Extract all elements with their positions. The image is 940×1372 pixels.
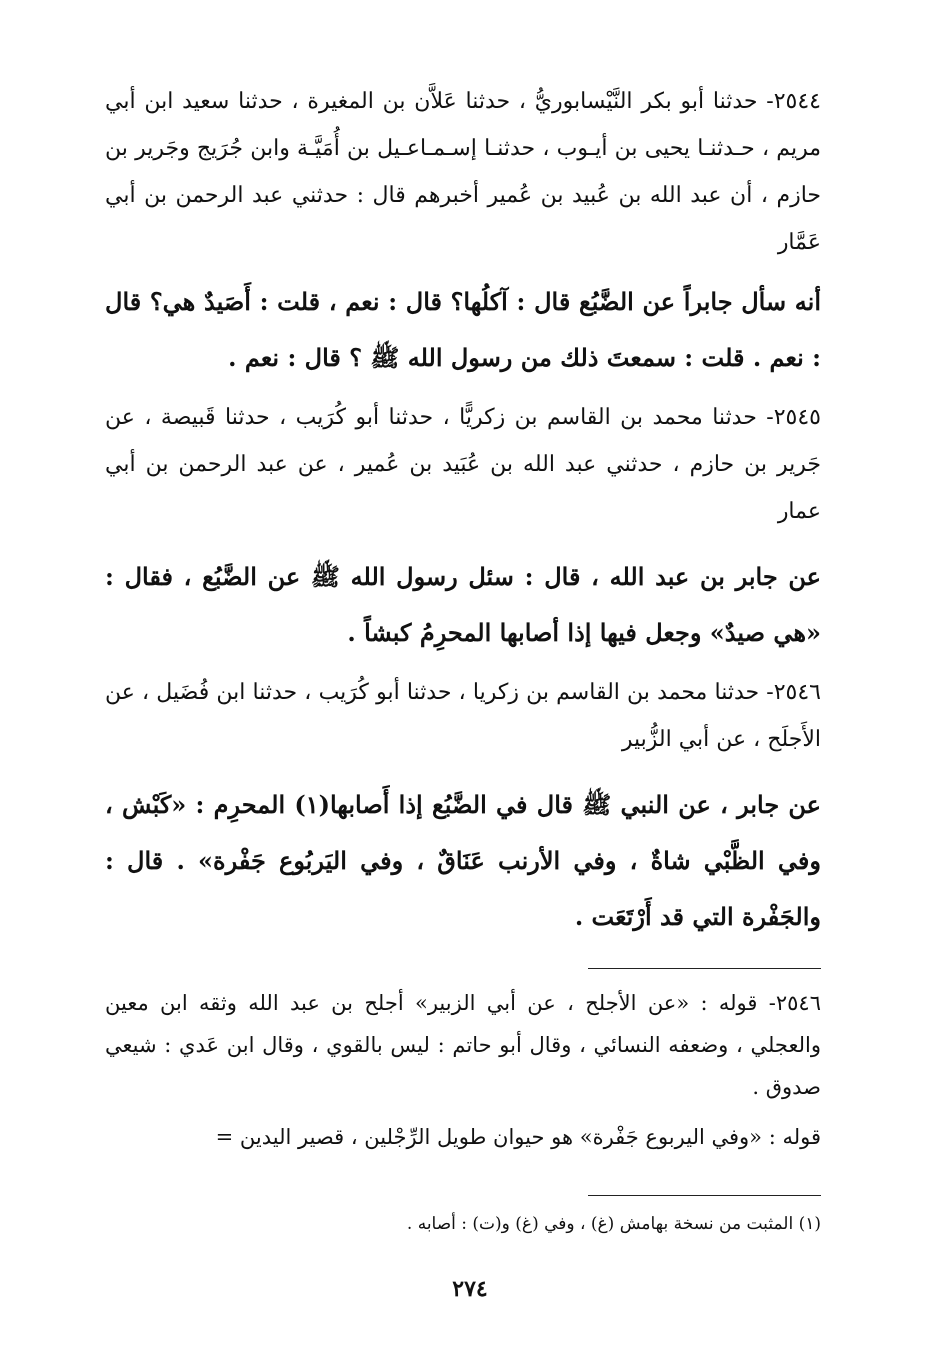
commentary-divider xyxy=(588,968,821,969)
footnote-divider xyxy=(588,1195,821,1196)
commentary-section xyxy=(105,982,821,1158)
page-number: ٢٧٤ xyxy=(452,1276,488,1302)
hadith-2545-isnad: ٢٥٤٥- حدثنا محمد بن القاسم بن زكريًّا ، حدثنا أبو كُرَيب ، حدثنا قَبيصة ، عن جَرير بن حازم ، حدثني عبد الله بن عُبَيد بن عُمير ، عن عبد الرحمن بن أبي عمار xyxy=(105,405,821,524)
footnote: (١) المثبت من نسخة بهامش (غ) ، وفي (غ) و(ت) : أصابه . xyxy=(406,1214,821,1234)
hadith-2544-matn: أنه سأل جابراً عن الضَّبُع قال : آكلُها؟ قال : نعم ، قلت : أَصَيدٌ هي؟ قال : نعم . قلت : سمعتَ ذلك من رسول الله ﷺ ؟ قال : نعم . xyxy=(105,287,821,372)
commentary-yarbu: قوله : «وفي اليربوع جَفْرة» هو حيوان طويل الرِّجْلين ، قصير اليدين = xyxy=(215,1125,821,1149)
hadith-2546-matn: عن جابر ، عن النبي ﷺ قال في الضَّبُع إذا أَصابها(١) المحرِم : «كَبْش ، وفي الظَّبْي شاةٌ ، وفي الأرنب عَنَاقٌ ، وفي اليَربُوع جَفْرة» . قال : والجَفْرة التي قد أَرْتَعَت . xyxy=(105,790,821,931)
hadith-2546-isnad: ٢٥٤٦- حدثنا محمد بن القاسم بن زكريا ، حدثنا أبو كُرَيب ، حدثنا ابن فُضَيل ، عن الأَجلَح ، عن أبي الزُّبير xyxy=(105,680,821,752)
hadith-2544-isnad: ٢٥٤٤- حدثنا أبو بكر النَّيْسابوريُّ ، حدثنا عَلاَّن بن المغيرة ، حدثنا سعيد ابن أبي مريم ، حـدثنـا يحيى بن أيـوب ، حدثنـا إسـمـاعـيل بن أُمَيَّـة وابن جُرَيج وجَرير بن حازم ، أن عبد الله بن عُبيد بن عُمير أخبرهم قال : حدثني عبد الرحمن بن أبي عَمَّار xyxy=(105,89,821,255)
commentary-2546: ٢٥٤٦- قوله : «عن الأجلح ، عن أبي الزبير» أجلح بن عبد الله وثقه ابن معين والعجلي ، وضعفه النسائي ، وقال أبو حاتم : ليس بالقوي ، وقال ابن عَدي : شيعي صدوق . xyxy=(105,991,821,1099)
hadith-2545-matn: عن جابر بن عبد الله ، قال : سئل رسول الله ﷺ عن الضَّبُع ، فقال : «هي صيدٌ» وجعل فيها إذا أصابها المحرِمُ كبشاً . xyxy=(105,562,821,647)
main-text xyxy=(105,78,821,945)
